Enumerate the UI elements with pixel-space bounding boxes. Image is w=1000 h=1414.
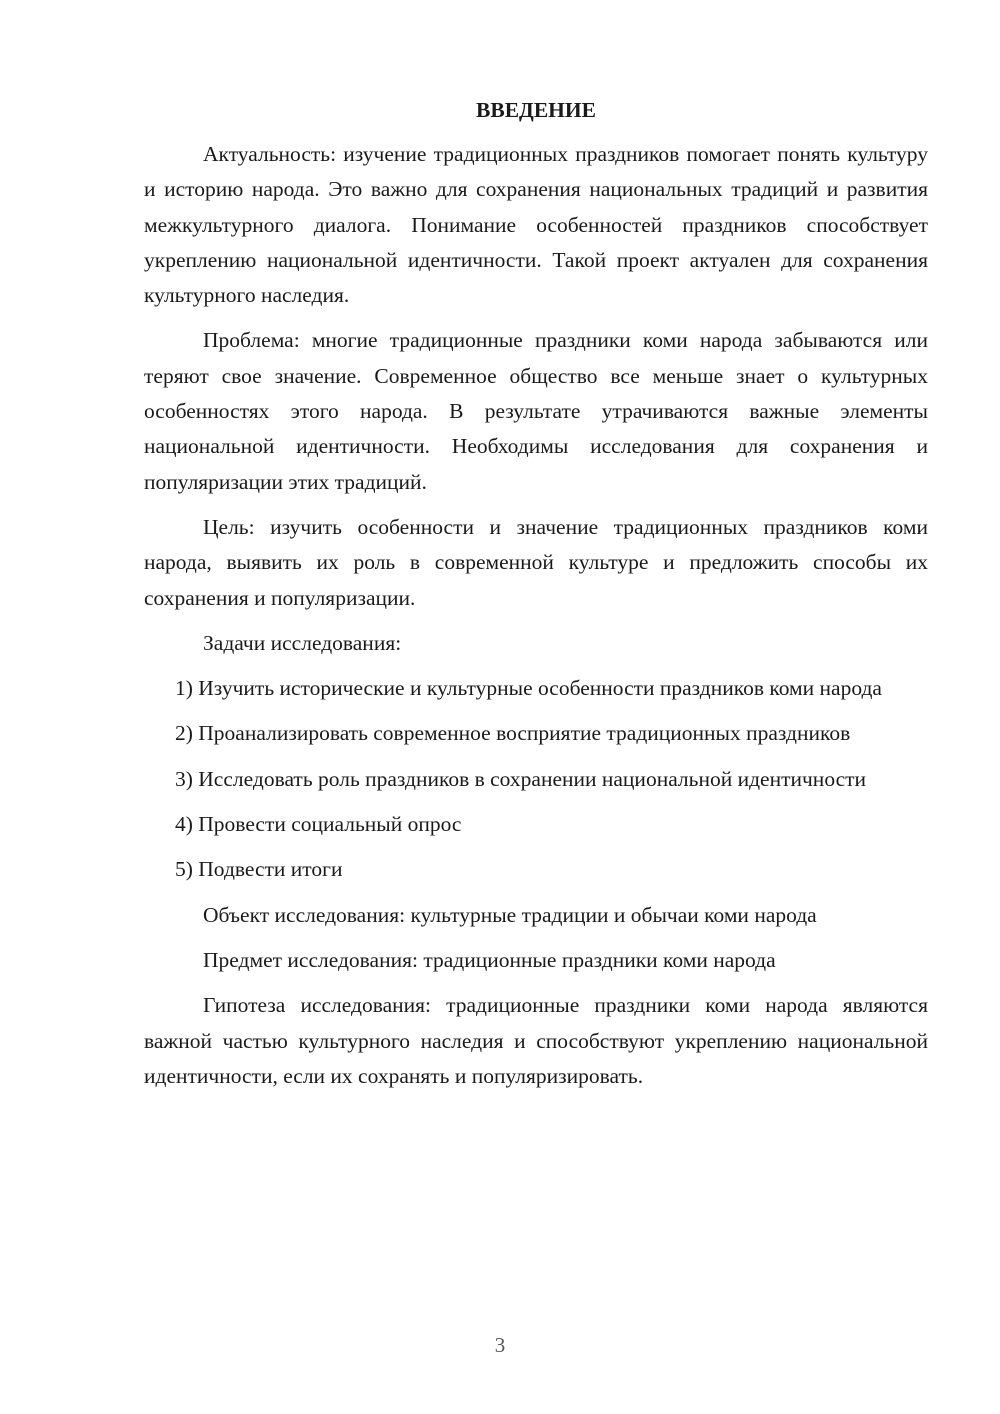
task-item-2: 2) Проанализировать современное восприятие традиционных праздников bbox=[175, 721, 851, 746]
task-item-1: 1) Изучить исторические и культурные особенности праздников коми народа bbox=[175, 676, 882, 701]
research-subject-paragraph: Предмет исследования: традиционные праздники коми народа bbox=[203, 947, 776, 972]
task-item-4: 4) Провести социальный опрос bbox=[175, 812, 462, 837]
relevance-paragraph: Актуальность: изучение традиционных праздников помогает понять культуру и историю народа. Это важно для сохранения национальных традиций и развития межкультурного диалога. Понимание особенностей праздников способствует укреплению национальной идентичности. Такой проект актуален для сохранения культурного наследия. bbox=[144, 142, 928, 308]
tasks-heading: Задачи исследования: bbox=[203, 630, 402, 655]
document-page bbox=[144, 92, 928, 1104]
goal-paragraph: Цель: изучить особенности и значение традиционных праздников коми народа, выявить их роль в современной культуре и предложить способы их сохранения и популяризации. bbox=[144, 514, 928, 610]
task-item-3: 3) Исследовать роль праздников в сохранении национальной идентичности bbox=[175, 766, 867, 791]
problem-paragraph: Проблема: многие традиционные праздники коми народа забываются или теряют свое значение. Современное общество все меньше знает о культурных особенностях этого народа. В результате утрачиваются важные элементы национальной идентичности. Необходимы исследования для сохранения и популяризации этих традиций. bbox=[144, 328, 928, 494]
page-number: 3 bbox=[494, 1333, 506, 1357]
task-item-5: 5) Подвести итоги bbox=[175, 857, 343, 882]
hypothesis-paragraph: Гипотеза исследования: традиционные праздники коми народа являются важной частью культурного наследия и способствуют укреплению национальной идентичности, если их сохранять и популяризировать. bbox=[144, 993, 928, 1088]
research-object-paragraph: Объект исследования: культурные традиции и обычаи коми народа bbox=[203, 902, 817, 927]
page-title: ВВЕДЕНИЕ bbox=[476, 98, 596, 122]
